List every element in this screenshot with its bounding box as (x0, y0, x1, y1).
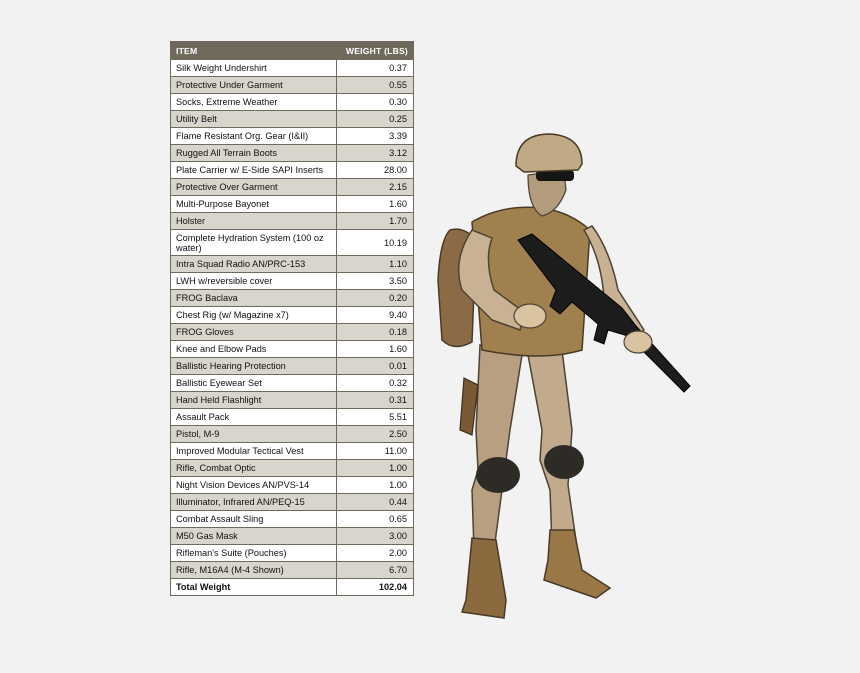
item-name-cell: Illuminator, Infrared AN/PEQ-15 (171, 494, 337, 511)
item-name-cell: Knee and Elbow Pads (171, 341, 337, 358)
table-row (171, 230, 414, 256)
table-row (171, 511, 414, 528)
table-row (171, 256, 414, 273)
item-name-cell: Protective Over Garment (171, 179, 337, 196)
item-name-cell: Combat Assault Sling (171, 511, 337, 528)
item-name-cell: Protective Under Garment (171, 77, 337, 94)
item-weight-cell: 0.25 (336, 111, 413, 128)
item-name-cell: Multi-Purpose Bayonet (171, 196, 337, 213)
item-name-cell: FROG Gloves (171, 324, 337, 341)
table-header-row (171, 42, 414, 60)
item-weight-cell: 3.12 (336, 145, 413, 162)
table-row (171, 494, 414, 511)
item-name-cell: Rugged All Terrain Boots (171, 145, 337, 162)
item-weight-cell: 1.60 (336, 341, 413, 358)
table-row (171, 60, 414, 77)
item-weight-cell: 1.10 (336, 256, 413, 273)
item-weight-cell: 3.50 (336, 273, 413, 290)
item-weight-cell: 1.60 (336, 196, 413, 213)
soldier-illustration (432, 130, 692, 625)
table-row (171, 111, 414, 128)
item-name-cell: Utility Belt (171, 111, 337, 128)
item-name-cell: LWH w/reversible cover (171, 273, 337, 290)
item-name-cell: Flame Resistant Org. Gear (I&II) (171, 128, 337, 145)
table-row (171, 77, 414, 94)
item-name-cell: Hand Held Flashlight (171, 392, 337, 409)
item-name-cell: Rifleman's Suite (Pouches) (171, 545, 337, 562)
item-weight-cell: 1.70 (336, 213, 413, 230)
helmet (516, 134, 582, 172)
weight-column-header: WEIGHT (LBS) (336, 42, 413, 60)
table-row (171, 179, 414, 196)
item-weight-cell: 0.31 (336, 392, 413, 409)
table-row (171, 392, 414, 409)
item-name-cell: Intra Squad Radio AN/PRC-153 (171, 256, 337, 273)
left-leg (472, 345, 522, 550)
item-name-cell: Rifle, M16A4 (M-4 Shown) (171, 562, 337, 579)
item-name-cell: Improved Modular Tectical Vest (171, 443, 337, 460)
item-name-cell: Plate Carrier w/ E-Side SAPI Inserts (171, 162, 337, 179)
table-row (171, 213, 414, 230)
total-weight: 102.04 (336, 579, 413, 596)
item-weight-cell: 0.18 (336, 324, 413, 341)
item-weight-cell: 2.15 (336, 179, 413, 196)
table-row (171, 290, 414, 307)
item-weight-cell: 28.00 (336, 162, 413, 179)
item-weight-cell: 0.20 (336, 290, 413, 307)
right-boot (544, 530, 610, 598)
table-row (171, 145, 414, 162)
table-row (171, 358, 414, 375)
item-weight-cell: 9.40 (336, 307, 413, 324)
total-label: Total Weight (171, 579, 337, 596)
item-name-cell: Ballistic Hearing Protection (171, 358, 337, 375)
item-weight-cell: 0.01 (336, 358, 413, 375)
item-name-cell: M50 Gas Mask (171, 528, 337, 545)
item-weight-cell: 0.37 (336, 60, 413, 77)
item-weight-cell: 1.00 (336, 477, 413, 494)
item-name-cell: Silk Weight Undershirt (171, 60, 337, 77)
table-row (171, 307, 414, 324)
item-name-cell: Rifle, Combat Optic (171, 460, 337, 477)
item-name-cell: Ballistic Eyewear Set (171, 375, 337, 392)
table-row (171, 528, 414, 545)
item-weight-cell: 2.00 (336, 545, 413, 562)
table-row (171, 426, 414, 443)
item-name-cell: Complete Hydration System (100 oz water) (171, 230, 337, 256)
item-name-cell: Socks, Extreme Weather (171, 94, 337, 111)
item-name-cell: FROG Baclava (171, 290, 337, 307)
table-row (171, 562, 414, 579)
item-name-cell: Holster (171, 213, 337, 230)
item-weight-cell: 11.00 (336, 443, 413, 460)
item-weight-cell: 0.32 (336, 375, 413, 392)
table-row (171, 128, 414, 145)
item-weight-cell: 0.65 (336, 511, 413, 528)
item-weight-cell: 3.39 (336, 128, 413, 145)
table-row (171, 477, 414, 494)
table-row (171, 94, 414, 111)
item-weight-cell: 0.55 (336, 77, 413, 94)
table-row (171, 324, 414, 341)
table-body (171, 60, 414, 579)
item-weight-cell: 5.51 (336, 409, 413, 426)
total-row (171, 579, 414, 596)
item-name-cell: Chest Rig (w/ Magazine x7) (171, 307, 337, 324)
left-boot (462, 538, 506, 618)
item-weight-cell: 10.19 (336, 230, 413, 256)
pistol-holster (460, 378, 478, 435)
item-weight-cell: 0.30 (336, 94, 413, 111)
table-row (171, 460, 414, 477)
table-row (171, 409, 414, 426)
left-knee-pad (476, 457, 520, 493)
table-row (171, 545, 414, 562)
item-weight-cell: 1.00 (336, 460, 413, 477)
item-weight-cell: 0.44 (336, 494, 413, 511)
item-weight-cell: 6.70 (336, 562, 413, 579)
right-glove (624, 331, 652, 353)
table-row (171, 196, 414, 213)
right-knee-pad (544, 445, 584, 479)
table-row (171, 375, 414, 392)
table-row (171, 443, 414, 460)
left-glove (514, 304, 546, 328)
table-row (171, 341, 414, 358)
item-name-cell: Pistol, M-9 (171, 426, 337, 443)
gear-weight-table (170, 41, 414, 596)
item-column-header: ITEM (171, 42, 337, 60)
item-name-cell: Assault Pack (171, 409, 337, 426)
table-row (171, 162, 414, 179)
item-weight-cell: 3.00 (336, 528, 413, 545)
item-name-cell: Night Vision Devices AN/PVS-14 (171, 477, 337, 494)
item-weight-cell: 2.50 (336, 426, 413, 443)
table-row (171, 273, 414, 290)
